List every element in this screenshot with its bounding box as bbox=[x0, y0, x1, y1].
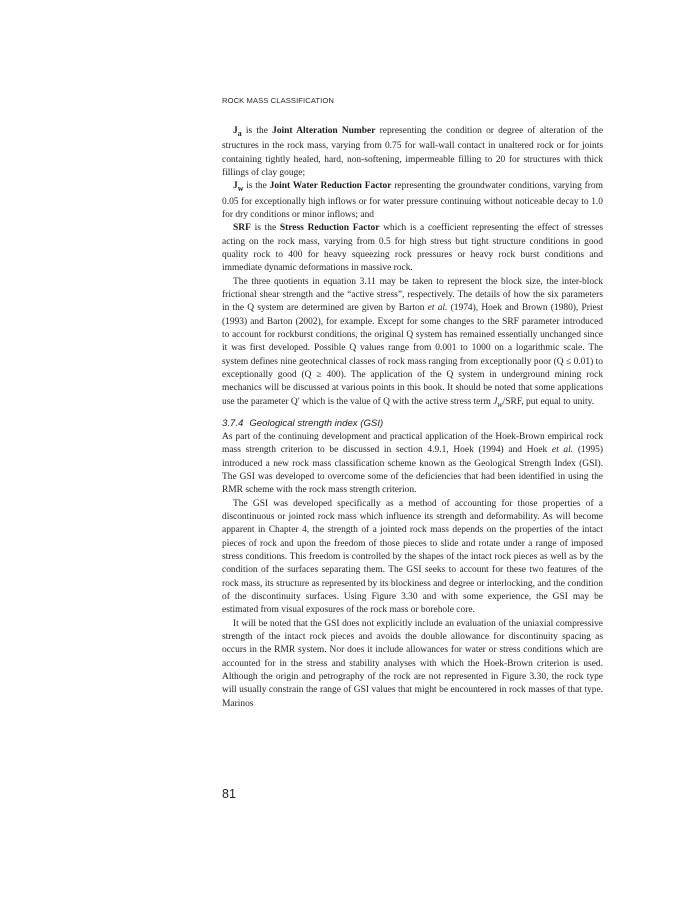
section-heading bbox=[222, 417, 603, 430]
paragraph-srf: SRF is the Stress Reduction Factor which is a coefficient representing the effect of stresses acting on the rock mass, varying from 0.5 for high stress but tight structure conditions in good quality rock to 400 for heavy squeezing rock pressures or heavy rock burst conditions and immediate dynamic deformations in massive rock. bbox=[222, 223, 604, 274]
term-joint-water-reduction-factor: Joint Water Reduction Factor bbox=[269, 181, 392, 192]
paragraph-q-system: The three quotients in equation 3.11 may be taken to represent the block size, the inter-block frictional shear strength and the “active stress”, respectively. The details of how the six parameters in the Q system are determined are given by Barton et al. (1974), Hoek and Brown (1980), Priest (1993) and Barton (2002), for example. Except for some changes to the SRF parameter introduced to account for rockburst conditions, the original Q system has remained essentially unchanged since it was first developed. Possible Q values range from 0.001 to 1000 on a logarithmic scale. The system defines nine geotechnical classes of rock mass ranging from exceptionally poor (Q ≤ 0.01) to exceptionally good (Q ≥ 400). The application of the Q system in underground mining rock mechanics will be discussed at various points in this book. It should be noted that some applications use the parameter Q′ which is the value of Q with the active stress term $J_w$/SRF, put equal to unity. bbox=[222, 276, 604, 409]
section-number: 3.7.4 bbox=[222, 417, 244, 429]
page-body bbox=[222, 125, 603, 711]
symbol-jw-italic: $J_w$ bbox=[493, 396, 503, 409]
term-joint-alteration-number: Joint Alteration Number bbox=[272, 126, 376, 136]
paragraph-gsi-intro: As part of the continuing development and practical application of the Hoek-Brown empirical rock mass strength criterion to be discussed in section 4.9.1, Hoek (1994) and Hoek et al. (1995) introduced a new rock mass classification scheme known as the Geological Strength Index (GSI). The GSI was developed to overcome some of the deficiencies that had been identified in using the RMR scheme with the rock mass strength criterion. bbox=[222, 431, 603, 496]
paragraph-gsi-development: The GSI was developed specifically as a method of accounting for those properties of a discontinuous or jointed rock mass which influence its strength and deformability. As will become apparent in Chapter 4, the strength of a jointed rock mass depends on the properties of the intact pieces of rock and upon the freedom of those pieces to slide and rotate under a range of imposed stress conditions. This freedom is controlled by the shapes of the intact rock pieces as well as by the condition of the surfaces separating them. The GSI seeks to account for these two features of the rock mass, its structure as represented by its blockiness and degree or interlocking, and the condition of the discontinuity surfaces. Using Figure 3.30 and with some experience, the GSI may be estimated from visual exposures of the rock mass or borehole core. bbox=[222, 498, 603, 616]
symbol-jw: $J_w$ bbox=[233, 181, 244, 194]
paragraph-joint-water: $J_w$ is the Joint Water Reduction Factor representing the groundwater conditions, varying from 0.05 for exceptionally high inflows or for water pressure continuing without noticeable decay to 1.0 for dry conditions or minor inflows; and bbox=[222, 181, 603, 220]
term-stress-reduction-factor: Stress Reduction Factor bbox=[279, 223, 380, 234]
symbol-ja: $J_a$ bbox=[233, 126, 242, 138]
page-number: 81 bbox=[222, 787, 236, 801]
paragraph-gsi-notes: It will be noted that the GSI does not explicitly include an evaluation of the uniaxial compressive strength of the intact rock pieces and avoids the double allowance for discontinuity spacing as occurs in the RMR system. Nor does it include allowances for water or stress conditions which are accounted for in the stress and stability analyses with which the Hoek-Brown criterion is used. Although the origin and petrography of the rock are not represented in Figure 3.30, the rock type will usually constrain the range of GSI values that might be encountered in rock masses of that type. Marinos bbox=[222, 618, 603, 709]
running-head: ROCK MASS CLASSIFICATION bbox=[222, 96, 334, 105]
paragraph-joint-alteration: $J_a$ is the Joint Alteration Number representing the condition or degree of alteration of the structures in the rock mass, varying from 0.75 for wall-wall contact in unaltered rock or for joints containing tightly healed, hard, non-softening, impermeable filling to 20 for structures with thick fillings of clay gouge; bbox=[222, 126, 604, 178]
symbol-srf: SRF bbox=[233, 223, 251, 234]
section-title: Geological strength index (GSI) bbox=[249, 417, 384, 429]
